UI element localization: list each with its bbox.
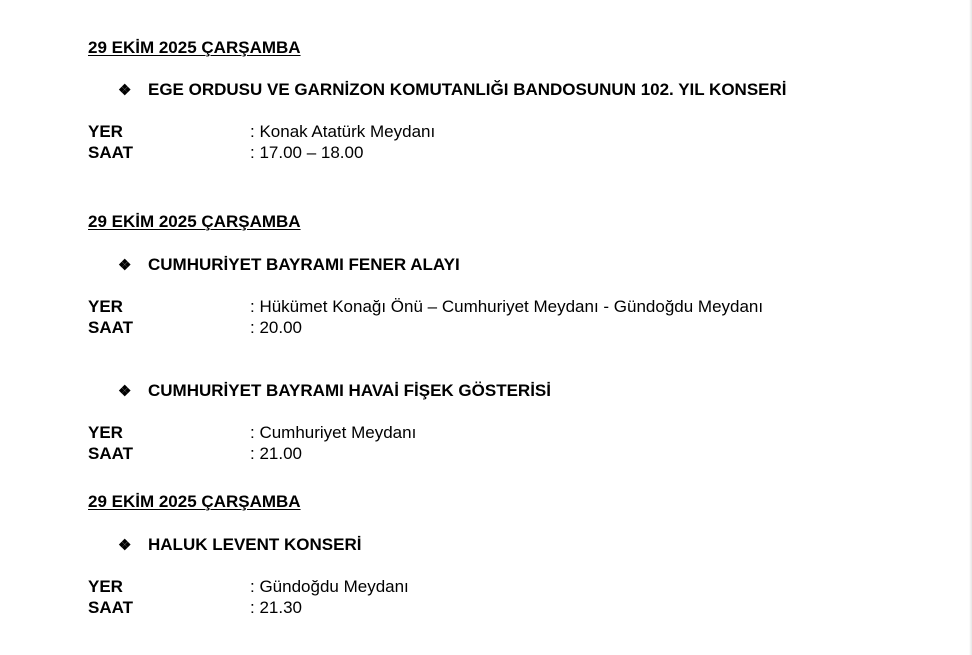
diamond-bullet-icon: ❖	[118, 257, 132, 274]
section-date: 29 EKİM 2025 ÇARŞAMBA	[88, 212, 301, 231]
event-title	[118, 381, 551, 402]
time-label: SAAT	[88, 143, 134, 162]
location-label: YER	[88, 297, 123, 316]
time-row	[88, 598, 302, 618]
location-label: YER	[88, 423, 123, 442]
event-title	[118, 535, 361, 556]
event-title	[118, 255, 460, 276]
time-label: SAAT	[88, 318, 134, 337]
event-title-text: HALUK LEVENT KONSERİ	[148, 535, 362, 554]
location-value: : Gündoğdu Meydanı	[250, 577, 409, 596]
event-title	[118, 80, 787, 101]
location-row	[88, 423, 416, 443]
section-date: 29 EKİM 2025 ÇARŞAMBA	[88, 492, 301, 511]
location-row	[88, 122, 435, 142]
location-label: YER	[88, 577, 123, 596]
time-value: : 21.00	[250, 444, 302, 463]
time-label: SAAT	[88, 598, 134, 617]
event-title-text: EGE ORDUSU VE GARNİZON KOMUTANLIĞI BANDOSUNUN 102. YIL KONSERİ	[148, 80, 787, 99]
location-value: : Hükümet Konağı Önü – Cumhuriyet Meydanı - Gündoğdu Meydanı	[250, 297, 764, 316]
time-label: SAAT	[88, 444, 134, 463]
location-label: YER	[88, 122, 123, 141]
location-row	[88, 297, 763, 317]
location-value: : Konak Atatürk Meydanı	[250, 122, 436, 141]
diamond-bullet-icon: ❖	[118, 82, 132, 99]
time-value: : 17.00 – 18.00	[250, 143, 364, 162]
time-row	[88, 444, 302, 464]
time-value: : 20.00	[250, 318, 302, 337]
event-title-text: CUMHURİYET BAYRAMI HAVAİ FİŞEK GÖSTERİSİ	[148, 381, 551, 400]
location-row	[88, 577, 409, 597]
event-title-text: CUMHURİYET BAYRAMI FENER ALAYI	[148, 255, 460, 274]
location-value: : Cumhuriyet Meydanı	[250, 423, 417, 442]
diamond-bullet-icon: ❖	[118, 383, 132, 400]
diamond-bullet-icon: ❖	[118, 537, 132, 554]
section-date: 29 EKİM 2025 ÇARŞAMBA	[88, 38, 301, 57]
time-row	[88, 143, 363, 163]
time-row	[88, 318, 302, 338]
time-value: : 21.30	[250, 598, 302, 617]
